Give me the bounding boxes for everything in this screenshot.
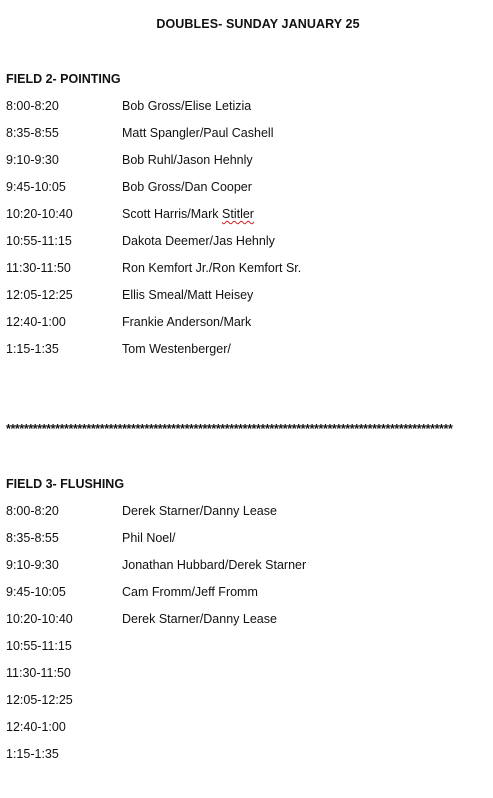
team-names: Derek Starner/Danny Lease	[122, 612, 277, 626]
team-names: Derek Starner/Danny Lease	[122, 504, 277, 518]
asterisk-separator: ****************************************************************************************************	[6, 422, 453, 436]
team-names: Phil Noel/	[122, 531, 176, 545]
team-names: Ellis Smeal/Matt Heisey	[122, 288, 254, 302]
time-slot: 12:05-12:25	[6, 288, 73, 302]
time-slot: 9:10-9:30	[6, 558, 59, 572]
time-slot: 9:45-10:05	[6, 585, 66, 599]
spellcheck-flagged-word: Stitler	[222, 207, 254, 221]
time-slot: 8:00-8:20	[6, 504, 59, 518]
time-slot: 8:35-8:55	[6, 126, 59, 140]
team-names: Tom Westenberger/	[122, 342, 231, 356]
team-names: Dakota Deemer/Jas Hehnly	[122, 234, 275, 248]
time-slot: 10:20-10:40	[6, 207, 73, 221]
time-slot: 1:15-1:35	[6, 747, 59, 761]
time-slot: 12:40-1:00	[6, 315, 66, 329]
time-slot: 9:10-9:30	[6, 153, 59, 167]
time-slot: 11:30-11:50	[6, 261, 71, 275]
field3-heading: FIELD 3- FLUSHING	[6, 477, 125, 491]
team-names: Cam Fromm/Jeff Fromm	[122, 585, 258, 599]
field2-heading: FIELD 2- POINTING	[6, 72, 121, 86]
team-names: Bob Gross/Dan Cooper	[122, 180, 252, 194]
team-names: Ron Kemfort Jr./Ron Kemfort Sr.	[122, 261, 302, 275]
page-title: DOUBLES- SUNDAY JANUARY 25	[156, 17, 360, 31]
team-names: Frankie Anderson/Mark	[122, 315, 252, 329]
team-names-text: Scott Harris/Mark	[122, 207, 223, 221]
time-slot: 8:35-8:55	[6, 531, 59, 545]
time-slot: 1:15-1:35	[6, 342, 59, 356]
time-slot: 12:40-1:00	[6, 720, 66, 734]
team-names	[122, 207, 254, 221]
team-names: Jonathan Hubbard/Derek Starner	[122, 558, 307, 572]
time-slot: 9:45-10:05	[6, 180, 66, 194]
time-slot: 10:55-11:15	[6, 234, 72, 248]
team-names: Bob Gross/Elise Letizia	[122, 99, 252, 113]
time-slot: 8:00-8:20	[6, 99, 59, 113]
time-slot: 12:05-12:25	[6, 693, 73, 707]
time-slot: 10:55-11:15	[6, 639, 72, 653]
time-slot: 10:20-10:40	[6, 612, 73, 626]
team-names: Bob Ruhl/Jason Hehnly	[122, 153, 253, 167]
time-slot: 11:30-11:50	[6, 666, 71, 680]
team-names: Matt Spangler/Paul Cashell	[122, 126, 274, 140]
